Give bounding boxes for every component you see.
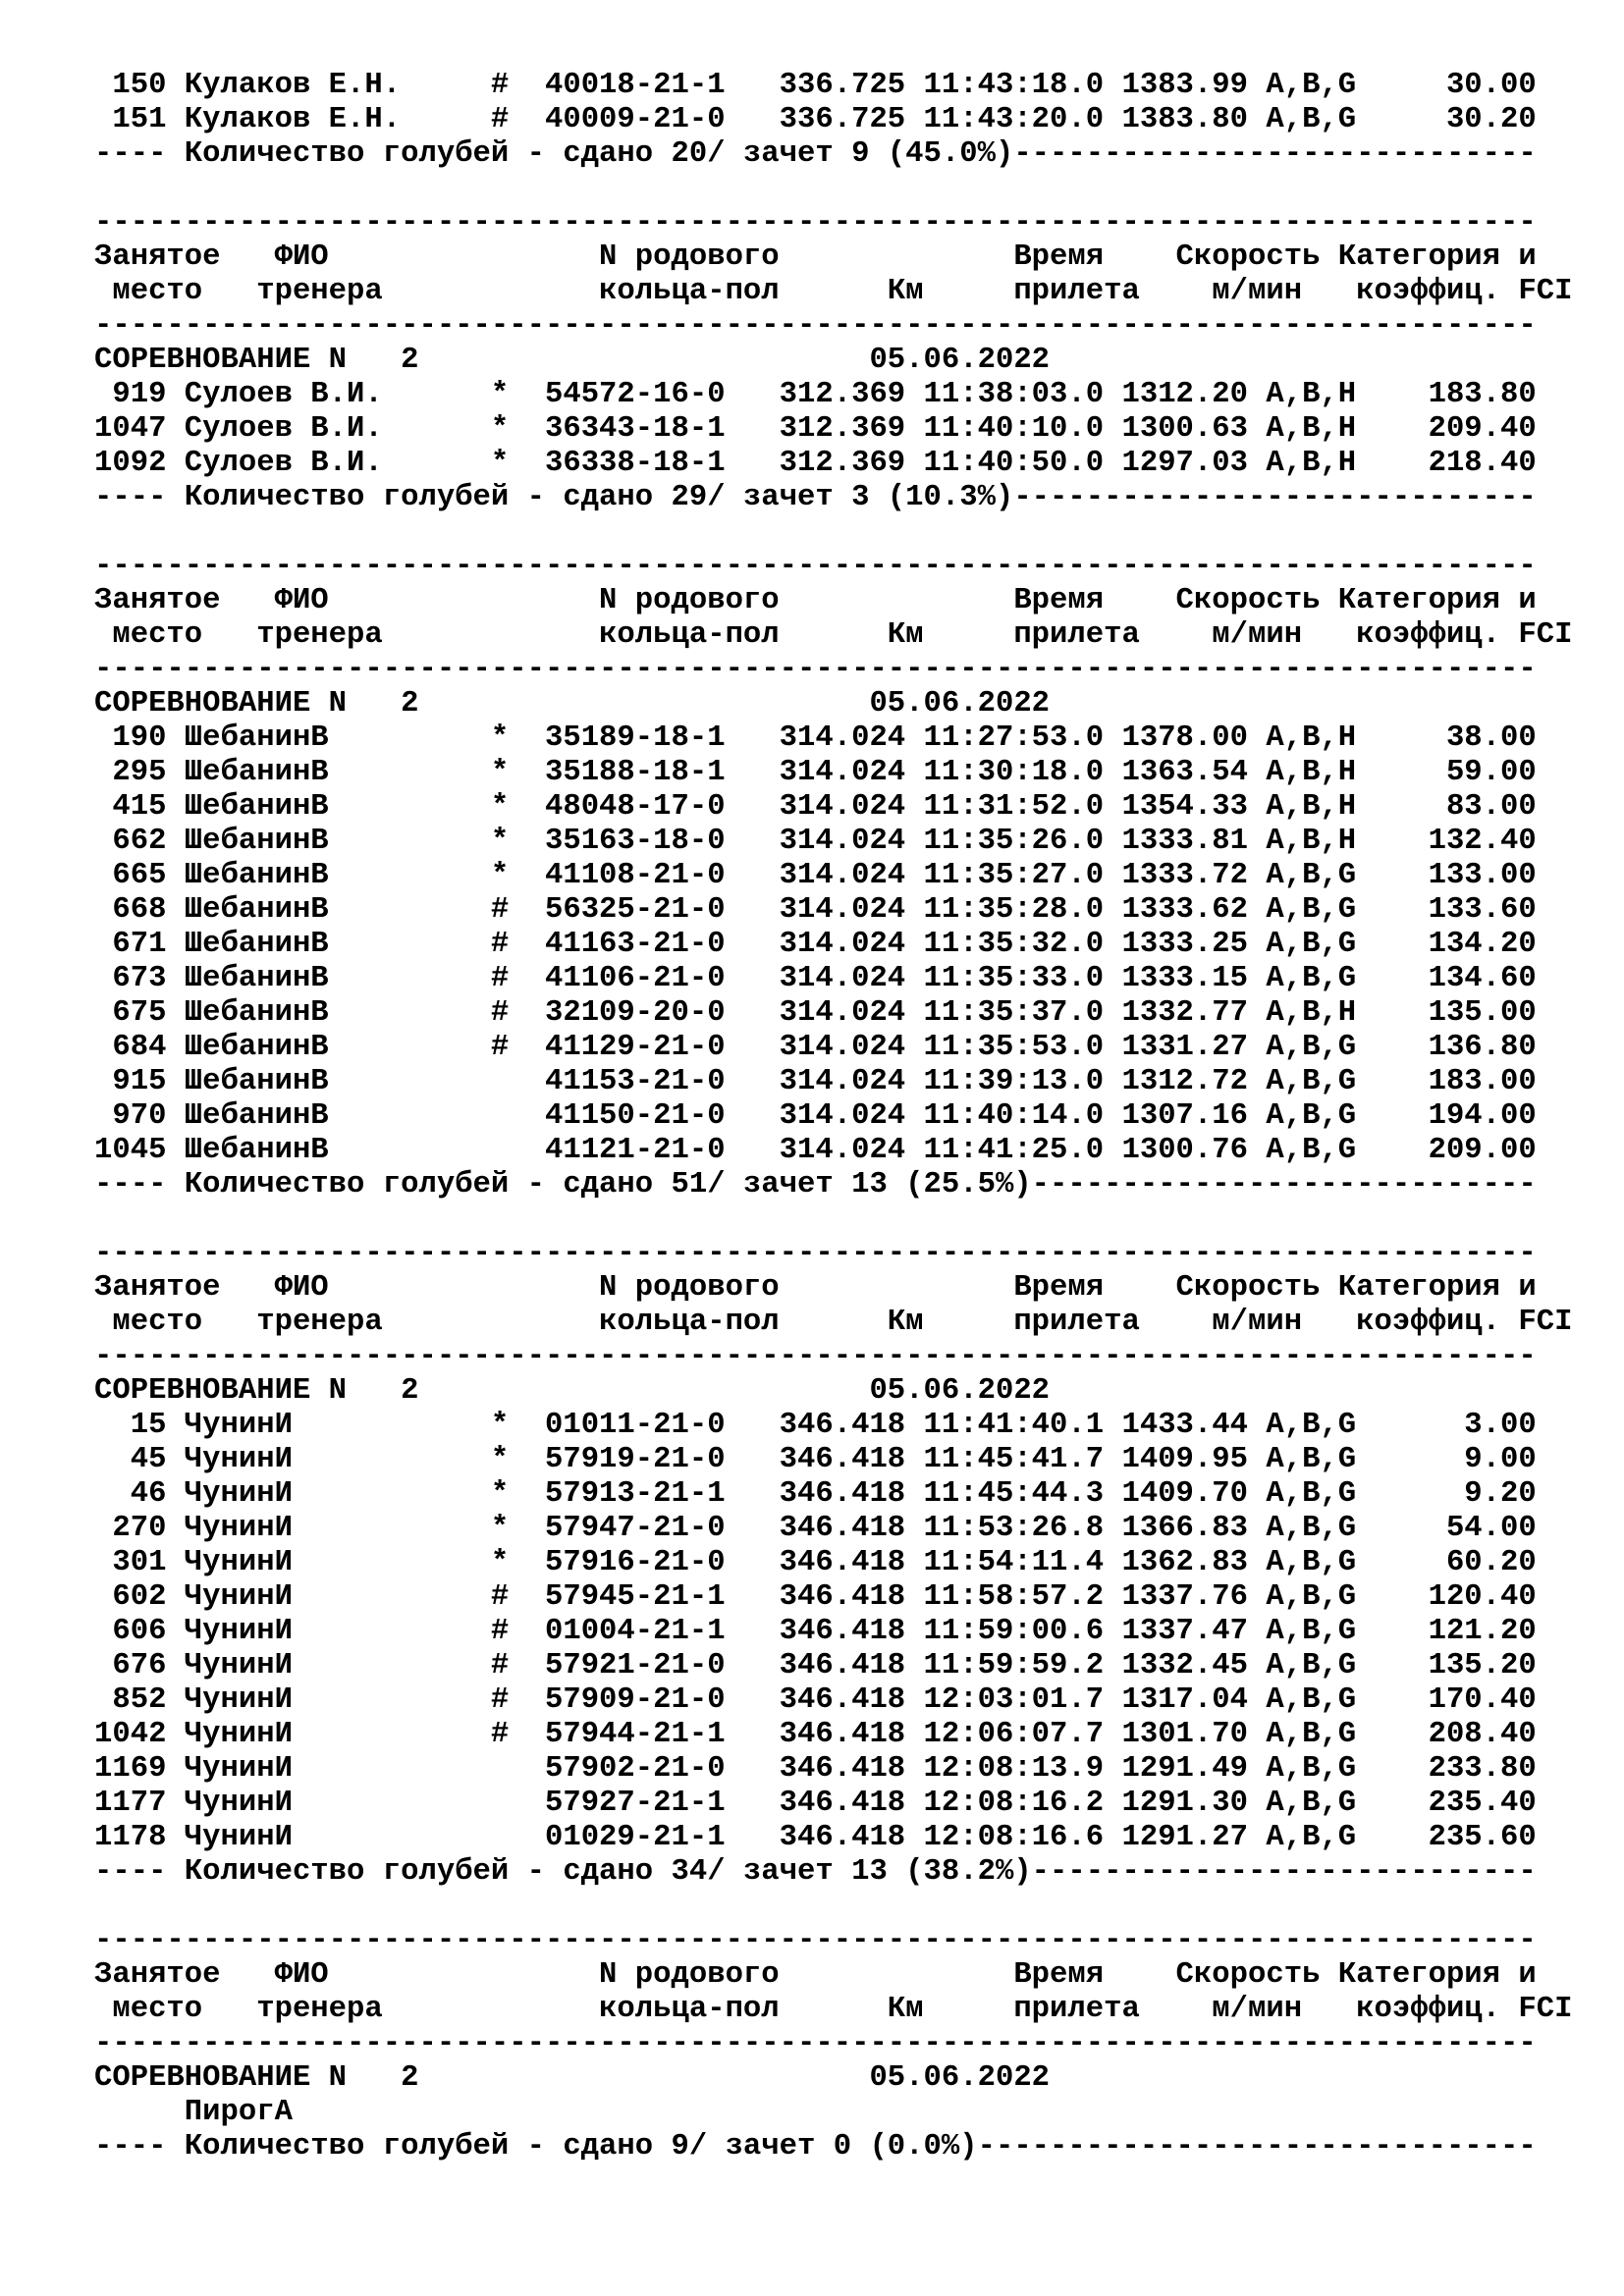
result-row: 415 ШебанинВ * 48048-17-0 314.024 11:31:52.0 1354.33 A,B,H 83.00 [94, 790, 1537, 824]
result-row: 675 ШебанинВ # 32109-20-0 314.024 11:35:37.0 1332.77 A,B,H 135.00 [94, 996, 1537, 1030]
header-rule: -------------------------------------------------------------------------------- [94, 206, 1537, 240]
competition-heading: СОРЕВНОВАНИЕ N 2 05.06.2022 [94, 2061, 1051, 2095]
result-row: 662 ШебанинВ * 35163-18-0 314.024 11:35:26.0 1333.81 A,B,H 132.40 [94, 825, 1537, 858]
section-summary: ---- Количество голубей - сдано 9/ зачет 0 (0.0%)------------------------------- [94, 2130, 1537, 2163]
result-row: 671 ШебанинВ # 41163-21-0 314.024 11:35:32.0 1333.25 A,B,G 134.20 [94, 928, 1537, 961]
column-header-line-2: место тренера кольца-пол Км прилета м/мин коэффиц. FCI [94, 1306, 1573, 1339]
column-header-line-2: место тренера кольца-пол Км прилета м/мин коэффиц. FCI [94, 618, 1573, 652]
blank-line [94, 515, 1572, 550]
result-row: 151 Кулаков Е.Н. # 40009-21-0 336.725 11:43:20.0 1383.80 A,B,G 30.20 [94, 103, 1537, 136]
result-row: 1092 Сулоев В.И. * 36338-18-1 312.369 11:40:50.0 1297.03 A,B,H 218.40 [94, 447, 1537, 480]
blank-line [94, 1890, 1572, 1924]
result-row: 668 ШебанинВ # 56325-21-0 314.024 11:35:28.0 1333.62 A,B,G 133.60 [94, 893, 1537, 927]
result-row: 852 ЧунинИ # 57909-21-0 346.418 12:03:01.7 1317.04 A,B,G 170.40 [94, 1683, 1537, 1717]
result-row: 190 ШебанинВ * 35189-18-1 314.024 11:27:53.0 1378.00 A,B,H 38.00 [94, 721, 1537, 755]
column-header-line-1: Занятое ФИО N родового Время Скорость Категория и [94, 1271, 1537, 1305]
column-header-line-2: место тренера кольца-пол Км прилета м/мин коэффиц. FCI [94, 275, 1573, 308]
result-row: 602 ЧунинИ # 57945-21-1 346.418 11:58:57.2 1337.76 A,B,G 120.40 [94, 1580, 1537, 1614]
header-rule: -------------------------------------------------------------------------------- [94, 2027, 1537, 2060]
competition-heading: СОРЕВНОВАНИЕ N 2 05.06.2022 [94, 1374, 1051, 1408]
result-row: 15 ЧунинИ * 01011-21-0 346.418 11:41:40.1 1433.44 A,B,G 3.00 [94, 1409, 1537, 1442]
column-header-line-1: Занятое ФИО N родового Время Скорость Категория и [94, 240, 1537, 274]
result-row: 673 ШебанинВ # 41106-21-0 314.024 11:35:33.0 1333.15 A,B,G 134.60 [94, 962, 1537, 995]
competition-heading: СОРЕВНОВАНИЕ N 2 05.06.2022 [94, 687, 1051, 721]
blank-line [94, 172, 1572, 206]
result-row: 270 ЧунинИ * 57947-21-0 346.418 11:53:26.8 1366.83 A,B,G 54.00 [94, 1512, 1537, 1545]
column-header-line-1: Занятое ФИО N родового Время Скорость Категория и [94, 1958, 1537, 1992]
result-row: 46 ЧунинИ * 57913-21-1 346.418 11:45:44.3 1409.70 A,B,G 9.20 [94, 1477, 1537, 1511]
trainer-name: ПирогА [94, 2096, 293, 2129]
result-row: 684 ШебанинВ # 41129-21-0 314.024 11:35:53.0 1331.27 A,B,G 136.80 [94, 1031, 1537, 1064]
result-row: 676 ЧунинИ # 57921-21-0 346.418 11:59:59.2 1332.45 A,B,G 135.20 [94, 1649, 1537, 1682]
result-row: 301 ЧунинИ * 57916-21-0 346.418 11:54:11.4 1362.83 A,B,G 60.20 [94, 1546, 1537, 1579]
result-row: 1178 ЧунинИ 01029-21-1 346.418 12:08:16.6 1291.27 A,B,G 235.60 [94, 1821, 1537, 1854]
result-row: 915 ШебанинВ 41153-21-0 314.024 11:39:13.0 1312.72 A,B,G 183.00 [94, 1065, 1537, 1098]
section-summary: ---- Количество голубей - сдано 20/ зачет 9 (45.0%)----------------------------- [94, 137, 1537, 171]
result-row: 665 ШебанинВ * 41108-21-0 314.024 11:35:27.0 1333.72 A,B,G 133.00 [94, 859, 1537, 892]
result-row: 1047 Сулоев В.И. * 36343-18-1 312.369 11:40:10.0 1300.63 A,B,H 209.40 [94, 412, 1537, 446]
result-row: 150 Кулаков Е.Н. # 40018-21-1 336.725 11:43:18.0 1383.99 A,B,G 30.00 [94, 69, 1537, 102]
section-summary: ---- Количество голубей - сдано 29/ зачет 3 (10.3%)----------------------------- [94, 481, 1537, 514]
result-row: 1169 ЧунинИ 57902-21-0 346.418 12:08:13.9 1291.49 A,B,G 233.80 [94, 1752, 1537, 1786]
blank-line [94, 1202, 1572, 1237]
result-row: 1042 ЧунинИ # 57944-21-1 346.418 12:06:07.7 1301.70 A,B,G 208.40 [94, 1718, 1537, 1751]
section-summary: ---- Количество голубей - сдано 34/ зачет 13 (38.2%)---------------------------- [94, 1855, 1537, 1889]
result-row: 295 ШебанинВ * 35188-18-1 314.024 11:30:18.0 1363.54 A,B,H 59.00 [94, 756, 1537, 789]
section-summary: ---- Количество голубей - сдано 51/ зачет 13 (25.5%)---------------------------- [94, 1168, 1537, 1201]
header-rule: -------------------------------------------------------------------------------- [94, 653, 1537, 686]
header-rule: -------------------------------------------------------------------------------- [94, 1924, 1537, 1957]
header-rule: -------------------------------------------------------------------------------- [94, 550, 1537, 583]
header-rule: -------------------------------------------------------------------------------- [94, 1340, 1537, 1373]
column-header-line-1: Занятое ФИО N родового Время Скорость Категория и [94, 584, 1537, 617]
header-rule: -------------------------------------------------------------------------------- [94, 309, 1537, 343]
result-row: 919 Сулоев В.И. * 54572-16-0 312.369 11:38:03.0 1312.20 A,B,H 183.80 [94, 378, 1537, 411]
results-document [94, 69, 1572, 2164]
result-row: 970 ШебанинВ 41150-21-0 314.024 11:40:14.0 1307.16 A,B,G 194.00 [94, 1099, 1537, 1133]
column-header-line-2: место тренера кольца-пол Км прилета м/мин коэффиц. FCI [94, 1993, 1573, 2026]
result-row: 1177 ЧунинИ 57927-21-1 346.418 12:08:16.2 1291.30 A,B,G 235.40 [94, 1787, 1537, 1820]
header-rule: -------------------------------------------------------------------------------- [94, 1237, 1537, 1270]
competition-heading: СОРЕВНОВАНИЕ N 2 05.06.2022 [94, 344, 1051, 377]
result-row: 45 ЧунинИ * 57919-21-0 346.418 11:45:41.7 1409.95 A,B,G 9.00 [94, 1443, 1537, 1476]
result-row: 606 ЧунинИ # 01004-21-1 346.418 11:59:00.6 1337.47 A,B,G 121.20 [94, 1615, 1537, 1648]
result-row: 1045 ШебанинВ 41121-21-0 314.024 11:41:25.0 1300.76 A,B,G 209.00 [94, 1134, 1537, 1167]
